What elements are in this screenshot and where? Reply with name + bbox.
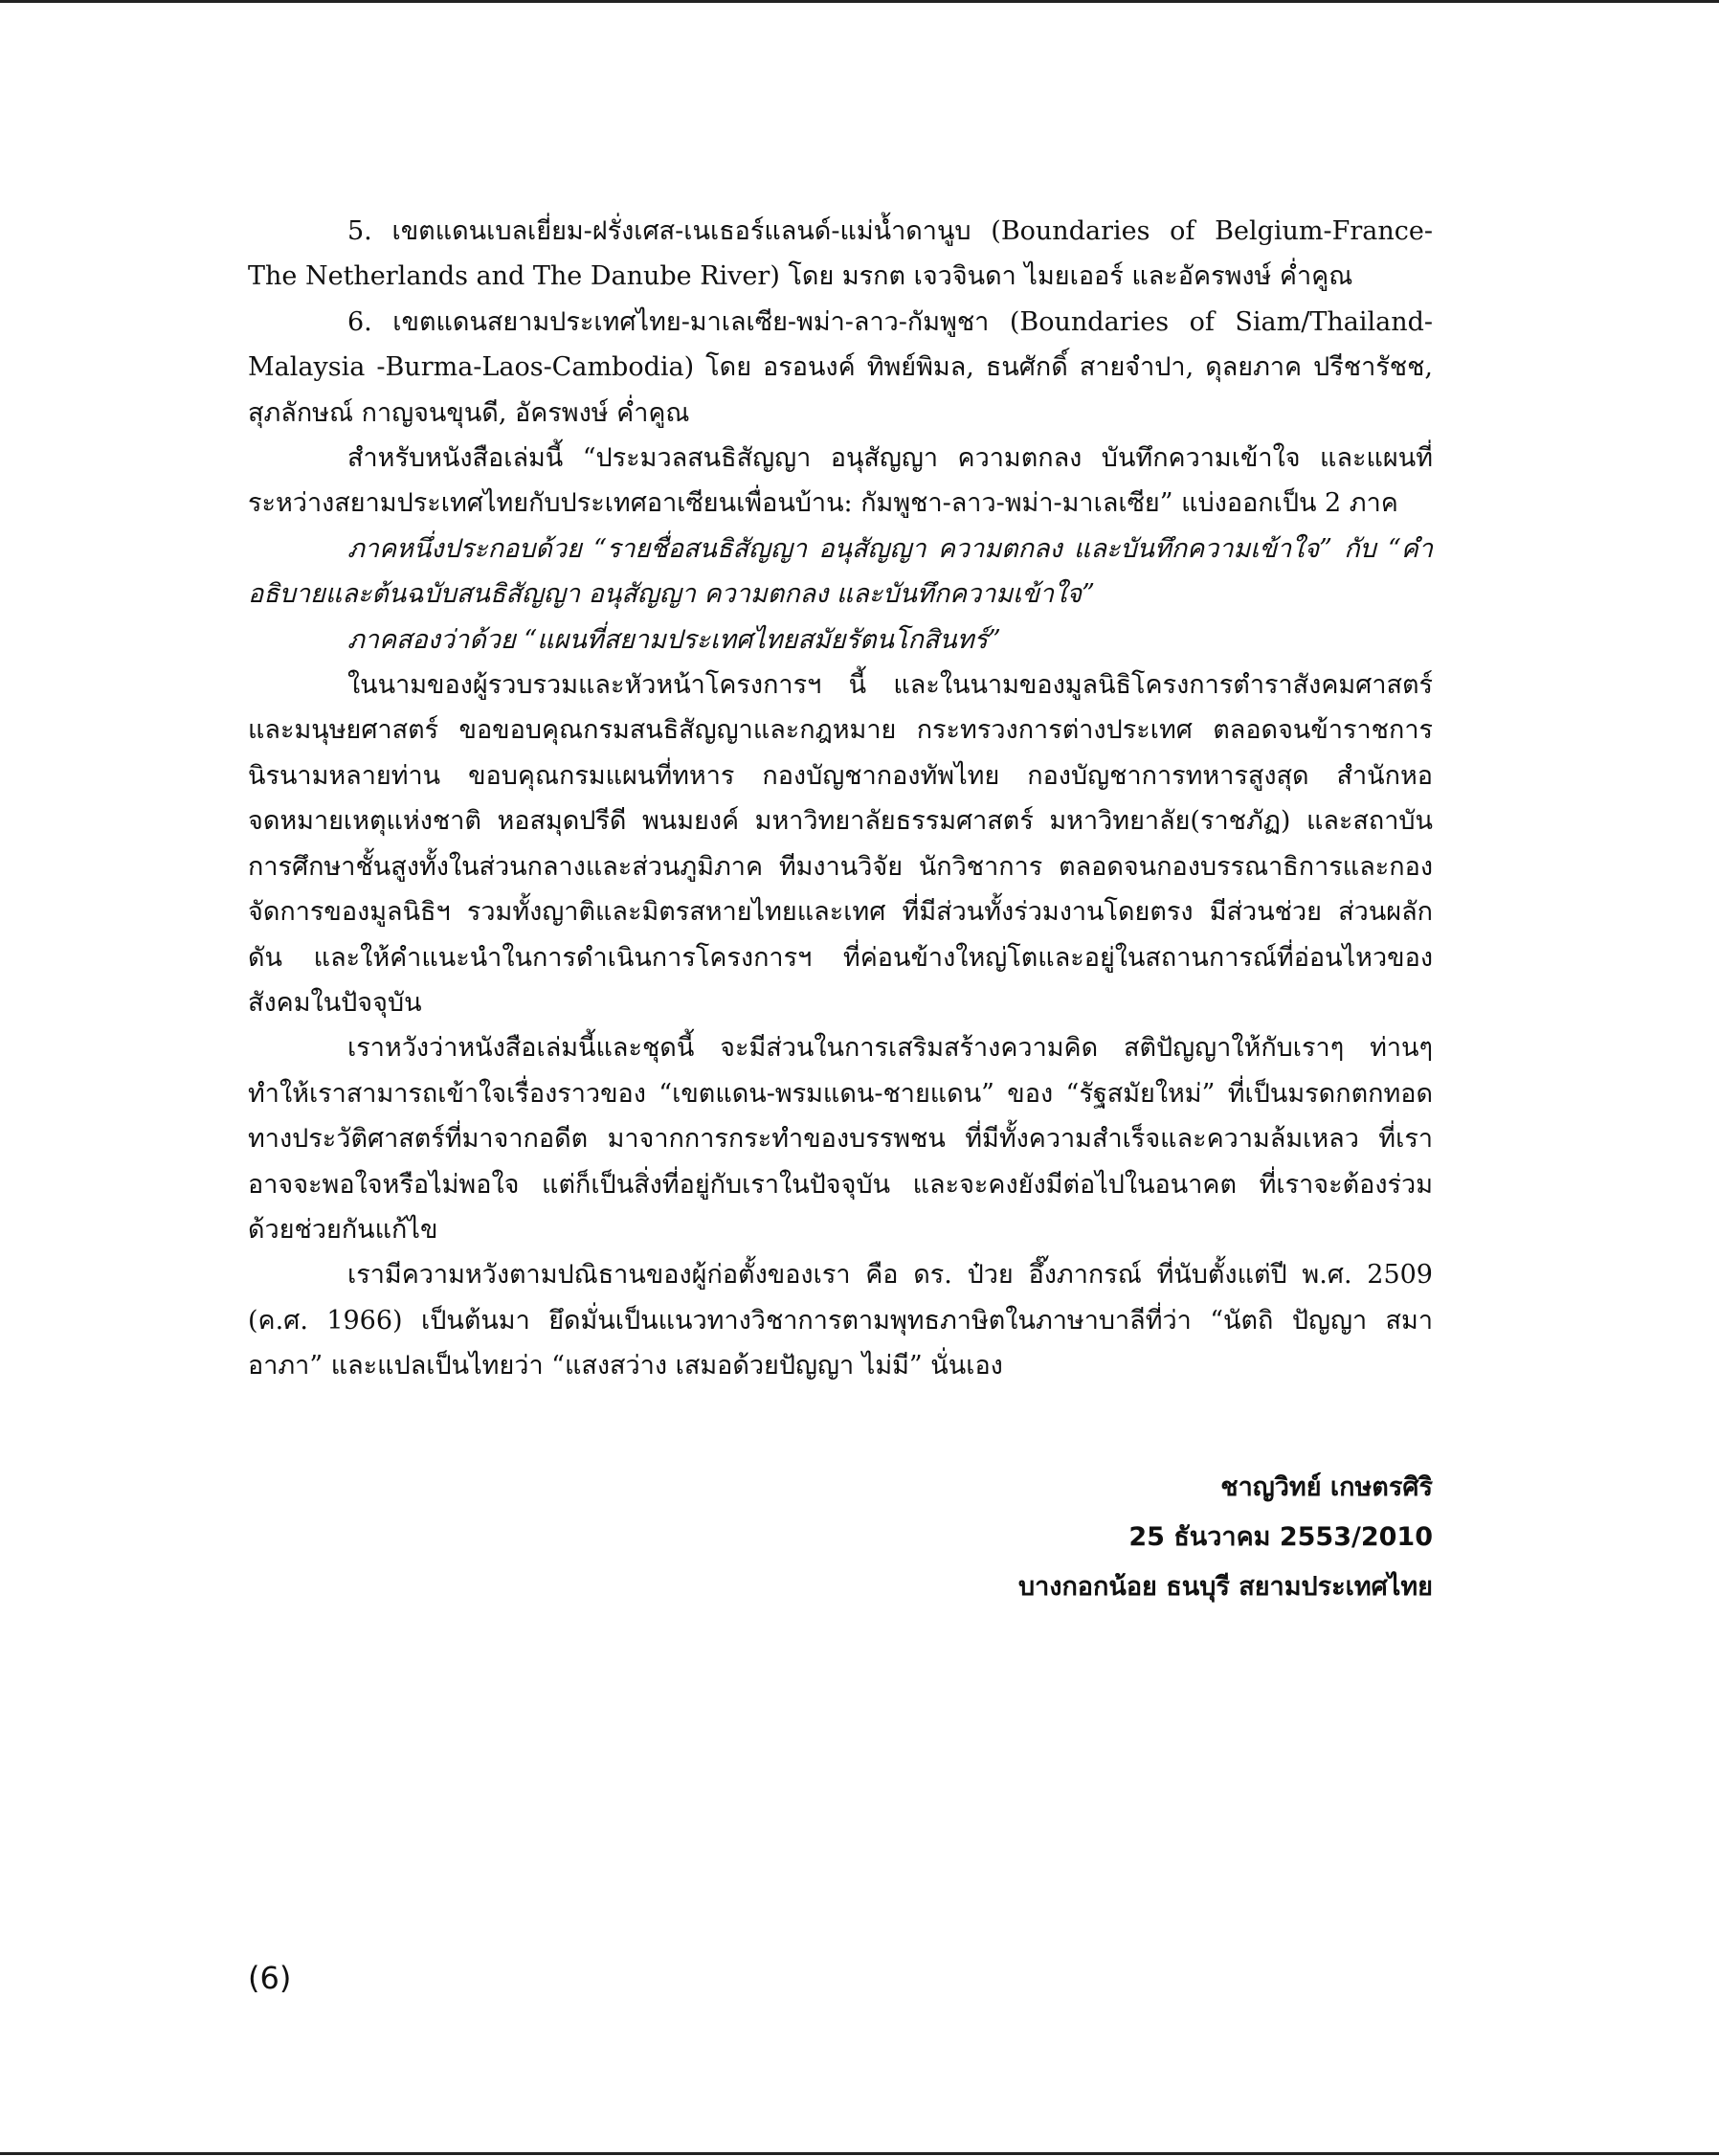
page-number: (6) xyxy=(248,1960,292,1996)
signature-block xyxy=(861,1463,1433,1612)
page-top-border xyxy=(0,0,1719,3)
paragraph-part-two: ภาคสองว่าด้วย “แผนที่สยามประเทศไทยสมัยรัตนโกสินทร์” xyxy=(347,624,1001,655)
paragraph-acknowledgements: ในนามของผู้รวบรวมและหัวหน้าโครงการฯ นี้ และในนามของมูลนิธิโครงการตำราสังคมศาสตร์และมนุษยศาสตร์ ขอขอบคุณกรมสนธิสัญญาและกฎหมาย กระทรวงการต่างประเทศ ตลอดจนข้าราชการนิรนามหลายท่าน ขอบคุณกรมแผนที่ทหาร กองบัญชากองทัพไทย กองบัญชาการทหารสูงสุด สำนักหอจดหมายเหตุแห่งชาติ หอสมุดปรีดี พนมยงค์ มหาวิทยาลัยธรรมศาสตร์ มหาวิทยาลัย(ราชภัฏ) และสถาบันการศึกษาชั้นสูงทั้งในส่วนกลางและส่วนภูมิภาค ทีมงานวิจัย นักวิชาการ ตลอดจนกองบรรณาธิการและกองจัดการของมูลนิธิฯ รวมทั้งญาติและมิตรสหายไทยและเทศ ที่มีส่วนทั้งร่วมงานโดยตรง มีส่วนช่วย ส่วนผลักดัน และให้คำแนะนำในการดำเนินการโครงการฯ ที่ค่อนข้างใหญ่โตและอยู่ในสถานการณ์ที่อ่อนไหวของสังคมในปัจจุบัน xyxy=(248,670,1433,1018)
signature-date: 25 ธันวาคม 2553/2010 xyxy=(1128,1522,1433,1552)
page-bottom-border xyxy=(0,2152,1719,2155)
paragraph-founder-motto: เรามีความหวังตามปณิธานของผู้ก่อตั้งของเรา คือ ดร. ป๋วย อึ๊งภากรณ์ ที่นับตั้งแต่ปี พ.ศ. 2509 (ค.ศ. 1966) เป็นต้นมา ยึดมั่นเป็นแนวทางวิชาการตามพุทธภาษิตในภาษาบาลีที่ว่า “นัตถิ ปัญญา สมาอาภา” และแปลเป็นไทยว่า “แสงสว่าง เสมอด้วยปัญญา ไม่มี” นั่นเอง xyxy=(248,1260,1433,1381)
paragraph-book-intro: สำหรับหนังสือเล่มนี้ “ประมวลสนธิสัญญา อนุสัญญา ความตกลง บันทึกความเข้าใจ และแผนที่ระหว่างสยามประเทศไทยกับประเทศอาเซียนเพื่อนบ้าน: กัมพูชา-ลาว-พม่า-มาเลเซีย” แบ่งออกเป็น 2 ภาค xyxy=(248,443,1433,519)
document-body xyxy=(248,209,1433,1389)
paragraph-part-one: ภาคหนึ่งประกอบด้วย “รายชื่อสนธิสัญญา อนุสัญญา ความตกลง และบันทึกความเข้าใจ” กับ “คำอธิบายและต้นฉบับสนธิสัญญา อนุสัญญา ความตกลง และบันทึกความเข้าใจ” xyxy=(248,533,1433,610)
paragraph-boundaries-siam: 6. เขตแดนสยามประเทศไทย-มาเลเซีย-พม่า-ลาว-กัมพูชา (Boundaries of Siam/Thailand-Malaysia -Burma-Laos-Cambodia) โดย อรอนงค์ ทิพย์พิมล, ธนศักดิ์ สายจำปา, ดุลยภาค ปรีชารัชช, สุภลักษณ์ กาญจนขุนดี, อัครพงษ์ ค่ำคูณ xyxy=(248,306,1433,428)
paragraph-boundaries-belgium: 5. เขตแดนเบลเยี่ยม-ฝรั่งเศส-เนเธอร์แลนด์-แม่น้ำดานูบ (Boundaries of Belgium-France-The Netherlands and The Danube River) โดย มรกต เจวจินดา ไมยเออร์ และอัครพงษ์ ค่ำคูณ xyxy=(248,216,1433,292)
signature-name: ชาญวิทย์ เกษตรศิริ xyxy=(1220,1472,1433,1502)
signature-place: บางกอกน้อย ธนบุรี สยามประเทศไทย xyxy=(1017,1572,1433,1602)
paragraph-hopes: เราหวังว่าหนังสือเล่มนี้และชุดนี้ จะมีส่วนในการเสริมสร้างความคิด สติปัญญาให้กับเราๆ ท่านๆ ทำให้เราสามารถเข้าใจเรื่องราวของ “เขตแดน-พรมแดน-ชายแดน” ของ “รัฐสมัยใหม่” ที่เป็นมรดกตกทอดทางประวัติศาสตร์ที่มาจากอดีต มาจากการกระทำของบรรพชน ที่มีทั้งความสำเร็จและความล้มเหลว ที่เราอาจจะพอใจหรือไม่พอใจ แต่ก็เป็นสิ่งที่อยู่กับเราในปัจจุบัน และจะคงยังมีต่อไปในอนาคต ที่เราจะต้องร่วมด้วยช่วยกันแก้ไข xyxy=(248,1033,1433,1245)
